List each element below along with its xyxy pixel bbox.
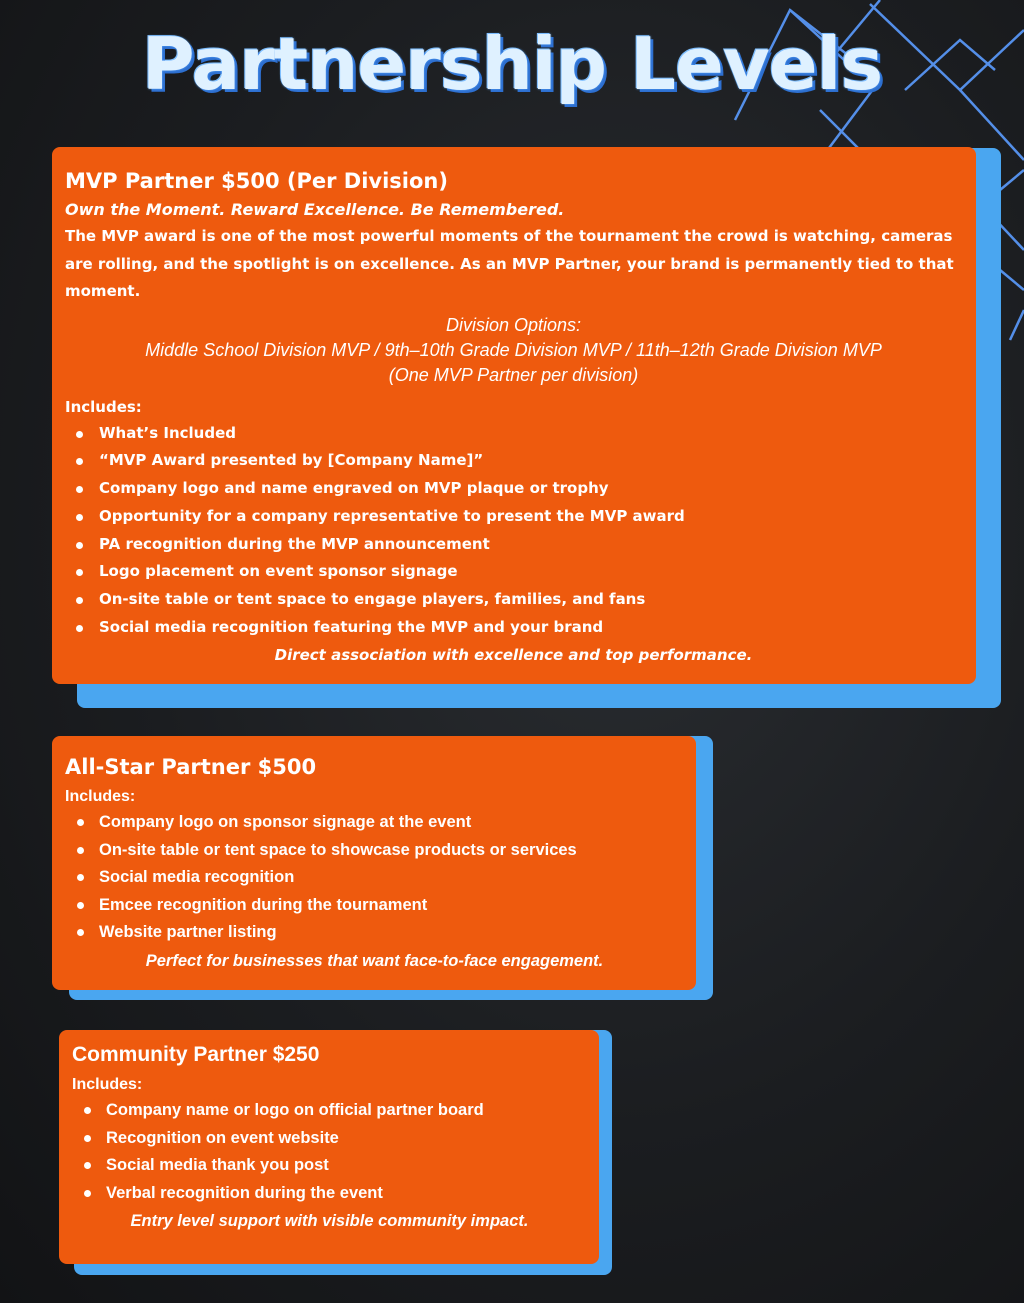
list-item: Company logo and name engraved on MVP plaque or trophy: [65, 475, 962, 503]
division-options: [65, 313, 962, 388]
list-item: Verbal recognition during the event: [72, 1180, 587, 1208]
includes-list: [65, 809, 684, 947]
list-item: Website partner listing: [65, 919, 684, 947]
includes-label: Includes:: [65, 788, 136, 805]
card-tagline: Own the Moment. Reward Excellence. Be Remembered.: [65, 200, 565, 219]
list-item: Opportunity for a company representative to present the MVP award: [65, 503, 962, 531]
list-item: PA recognition during the MVP announcement: [65, 531, 962, 559]
card-heading: Community Partner $250: [72, 1043, 320, 1066]
list-item: Company logo on sponsor signage at the event: [65, 809, 684, 837]
card-panel: [59, 1030, 599, 1264]
list-item: “MVP Award presented by [Company Name]”: [65, 447, 962, 475]
list-item: Recognition on event website: [72, 1125, 587, 1153]
list-item: Emcee recognition during the tournament: [65, 892, 684, 920]
list-item: Social media recognition featuring the MVP and your brand: [65, 614, 962, 642]
list-item: Social media thank you post: [72, 1152, 587, 1180]
list-item: On-site table or tent space to engage players, families, and fans: [65, 586, 962, 614]
division-options-list: Middle School Division MVP / 9th–10th Grade Division MVP / 11th–12th Grade Division MVP: [145, 339, 882, 360]
division-options-label: Division Options:: [445, 314, 582, 335]
card-closing: Direct association with excellence and top performance.: [274, 645, 753, 664]
list-item: Logo placement on event sponsor signage: [65, 558, 962, 586]
includes-label: Includes:: [72, 1076, 143, 1093]
card-panel: [52, 736, 696, 990]
card-closing: Perfect for businesses that want face-to-face engagement.: [145, 951, 604, 970]
includes-label: Includes:: [65, 397, 142, 416]
includes-list: [65, 420, 962, 642]
division-options-note: (One MVP Partner per division): [388, 364, 639, 385]
card-panel: [52, 147, 976, 684]
list-item: On-site table or tent space to showcase products or services: [65, 837, 684, 865]
includes-list: [72, 1097, 587, 1207]
card-heading: All-Star Partner $500: [65, 755, 317, 779]
card-description: The MVP award is one of the most powerful moments of the tournament the crowd is watching, cameras are rolling, and the spotlight is on excellence. As an MVP Partner, your brand is permanently tied to that moment.: [65, 227, 954, 300]
list-item: Company name or logo on official partner board: [72, 1097, 587, 1125]
page-title: Partnership Levels: [141, 22, 883, 106]
card-closing: Entry level support with visible community impact.: [130, 1212, 529, 1230]
list-item: What’s Included: [65, 420, 962, 448]
list-item: Social media recognition: [65, 864, 684, 892]
card-heading: MVP Partner $500 (Per Division): [65, 169, 448, 193]
